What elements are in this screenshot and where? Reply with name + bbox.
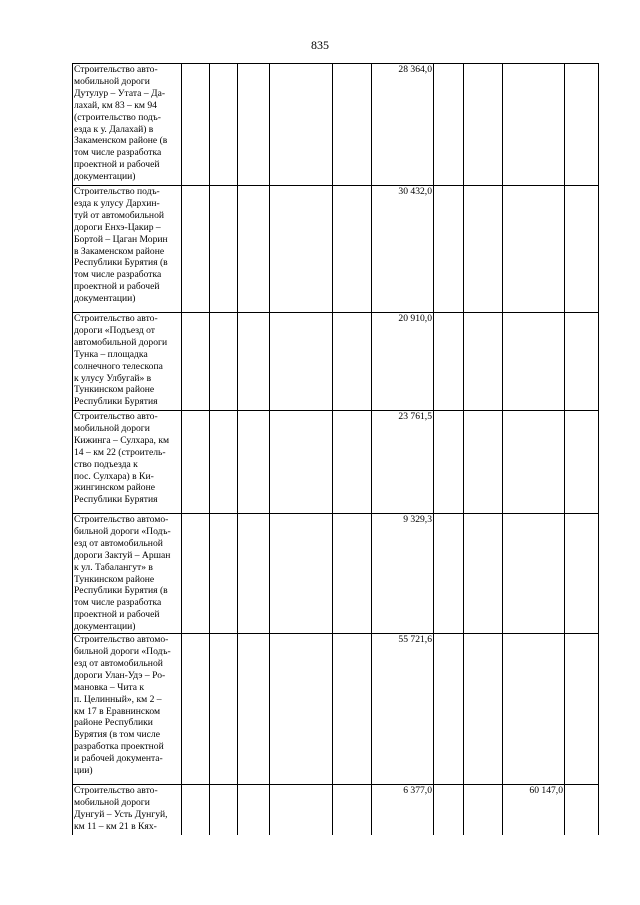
empty-cell — [464, 313, 503, 411]
description-line: дороги «Подъезд от — [74, 324, 155, 336]
empty-cell — [434, 186, 464, 313]
description-line: Строительство автомо- — [74, 514, 169, 525]
empty-cell — [210, 785, 238, 835]
empty-cell — [333, 785, 372, 835]
empty-cell — [434, 64, 464, 186]
description-line: Дутулур – Утата – Да- — [74, 87, 166, 99]
empty-cell — [238, 785, 270, 835]
empty-cell — [434, 785, 464, 835]
empty-cell — [182, 785, 210, 835]
empty-cell — [210, 411, 238, 514]
amount-cell — [503, 186, 565, 313]
description-line: документации) — [74, 293, 136, 305]
description-line: Строительство авто- — [74, 785, 158, 797]
empty-cell — [270, 64, 333, 186]
amount-cell — [503, 514, 565, 634]
description-line: Строительство подъ- — [74, 186, 160, 197]
amount-cell — [503, 313, 565, 411]
description-line: Строительство авто- — [74, 411, 158, 422]
object-description-cell — [73, 64, 182, 186]
description-line: разработка проектной — [74, 741, 164, 753]
description-line: документации) — [74, 621, 136, 633]
amount-cell: 30 432,0 — [372, 186, 434, 313]
description-line: солнечного телескопа — [74, 360, 163, 372]
empty-cell — [270, 514, 333, 634]
empty-cell — [434, 514, 464, 634]
empty-cell — [238, 514, 270, 634]
description-line: Тункинском районе — [74, 573, 155, 585]
description-line: км 11 – км 21 в Кях- — [74, 820, 157, 832]
empty-cell — [434, 634, 464, 785]
empty-cell — [182, 186, 210, 313]
empty-cell — [434, 313, 464, 411]
amount-cell — [503, 411, 565, 514]
empty-cell — [238, 186, 270, 313]
description-line: проектной и рабочей — [74, 609, 160, 621]
empty-cell — [464, 634, 503, 785]
empty-cell — [434, 411, 464, 514]
table-row — [73, 411, 599, 514]
empty-cell — [270, 785, 333, 835]
object-description-cell — [73, 634, 182, 785]
empty-cell — [270, 634, 333, 785]
description-line: документации) — [74, 171, 136, 183]
description-line: лахай, км 83 – км 94 — [74, 99, 157, 111]
empty-cell — [210, 634, 238, 785]
amount-cell: 23 761,5 — [372, 411, 434, 514]
description-line: Строительство авто- — [74, 313, 158, 324]
description-line: Республики Бурятия (в — [74, 585, 168, 597]
empty-cell — [270, 186, 333, 313]
description-line: районе Республики — [74, 717, 153, 729]
page-number: 835 — [311, 38, 329, 52]
table-row — [73, 514, 599, 634]
description-line: езд от автомобильной — [74, 537, 163, 549]
empty-cell — [210, 313, 238, 411]
description-line: Республики Бурятия — [74, 396, 158, 408]
description-line: езд от автомобильной — [74, 657, 163, 669]
description-line: том числе разработка — [74, 597, 162, 609]
description-line: проектной и рабочей — [74, 159, 160, 171]
description-line: Тунка – площадка — [74, 348, 148, 360]
amount-cell: 55 721,6 — [372, 634, 434, 785]
empty-cell — [565, 64, 599, 186]
amount-cell: 60 147,0 — [503, 785, 565, 835]
description-line: Республики Бурятия — [74, 494, 158, 506]
empty-cell — [464, 514, 503, 634]
empty-cell — [464, 64, 503, 186]
description-line: Строительство авто- — [74, 64, 158, 75]
budget-table — [72, 63, 599, 835]
object-description-cell — [73, 411, 182, 514]
description-line: 14 – км 22 (строитель- — [74, 446, 166, 458]
description-line: езда к улусу Дархин- — [74, 197, 160, 209]
empty-cell — [333, 514, 372, 634]
description-line: мановка – Чита к — [74, 681, 145, 693]
empty-cell — [464, 785, 503, 835]
description-line: том числе разработка — [74, 269, 162, 281]
description-line: проектной и рабочей — [74, 281, 160, 293]
empty-cell — [565, 186, 599, 313]
empty-cell — [238, 64, 270, 186]
empty-cell — [333, 313, 372, 411]
empty-cell — [565, 634, 599, 785]
amount-cell: 28 364,0 — [372, 64, 434, 186]
description-line: к улусу Улбугай» в — [74, 372, 152, 384]
table-row — [73, 785, 599, 835]
description-line: и рабочей документа- — [74, 753, 163, 765]
description-line: дороги Енхэ-Цакир – — [74, 221, 161, 233]
description-line: Дунгуй – Усть Дунгуй, — [74, 808, 168, 820]
empty-cell — [238, 313, 270, 411]
empty-cell — [270, 313, 333, 411]
empty-cell — [182, 514, 210, 634]
empty-cell — [333, 186, 372, 313]
description-line: туй от автомобильной — [74, 209, 164, 221]
description-line: дороги Зактуй – Аршан — [74, 549, 171, 561]
object-description-cell — [73, 785, 182, 835]
description-line: Строительство автомо- — [74, 634, 169, 646]
empty-cell — [238, 411, 270, 514]
description-line: езда к у. Далахай) в — [74, 123, 154, 135]
empty-cell — [565, 785, 599, 835]
description-line: мобильной дороги — [74, 796, 150, 808]
empty-cell — [182, 634, 210, 785]
empty-cell — [238, 634, 270, 785]
amount-cell — [503, 64, 565, 186]
table-row — [73, 313, 599, 411]
empty-cell — [182, 313, 210, 411]
description-line: дороги Улан-Удэ – Ро- — [74, 669, 166, 681]
description-line: ции) — [74, 765, 93, 777]
description-line: Бортой – Цаган Морин — [74, 233, 168, 245]
object-description-cell — [73, 514, 182, 634]
object-description-cell — [73, 313, 182, 411]
description-line: Республики Бурятия (в — [74, 257, 168, 269]
table-row — [73, 64, 599, 186]
object-description-cell — [73, 186, 182, 313]
table-row — [73, 186, 599, 313]
description-line: Кижинга – Сулхара, км — [74, 434, 170, 446]
table-row — [73, 634, 599, 785]
empty-cell — [333, 64, 372, 186]
description-line: автомобильной дороги — [74, 336, 168, 348]
description-line: Закаменском районе (в — [74, 135, 168, 147]
description-line: том числе разработка — [74, 147, 162, 159]
empty-cell — [210, 514, 238, 634]
empty-cell — [565, 514, 599, 634]
amount-cell: 9 329,3 — [372, 514, 434, 634]
empty-cell — [182, 64, 210, 186]
empty-cell — [182, 411, 210, 514]
description-line: (строительство подъ- — [74, 111, 161, 123]
description-line: пос. Сулхара) в Ки- — [74, 470, 154, 482]
amount-cell: 20 910,0 — [372, 313, 434, 411]
description-line: мобильной дороги — [74, 75, 150, 87]
description-line: Бурятия (в том числе — [74, 729, 160, 741]
description-line: ство подъезда к — [74, 458, 138, 470]
amount-cell: 6 377,0 — [372, 785, 434, 835]
empty-cell — [464, 411, 503, 514]
description-line: Тункинском районе — [74, 384, 155, 396]
description-line: жингинском районе — [74, 482, 155, 494]
description-line: п. Целинный», км 2 – — [74, 693, 162, 705]
description-line: к ул. Табалангут» в — [74, 561, 153, 573]
description-line: бильной дороги «Подъ- — [74, 645, 171, 657]
description-line: км 17 в Еравнинском — [74, 705, 161, 717]
empty-cell — [464, 186, 503, 313]
empty-cell — [333, 634, 372, 785]
description-line: мобильной дороги — [74, 422, 150, 434]
empty-cell — [333, 411, 372, 514]
empty-cell — [565, 313, 599, 411]
empty-cell — [210, 64, 238, 186]
description-line: бильной дороги «Подъ- — [74, 525, 171, 537]
empty-cell — [210, 186, 238, 313]
description-line: в Закаменском районе — [74, 245, 165, 257]
empty-cell — [565, 411, 599, 514]
amount-cell — [503, 634, 565, 785]
empty-cell — [270, 411, 333, 514]
